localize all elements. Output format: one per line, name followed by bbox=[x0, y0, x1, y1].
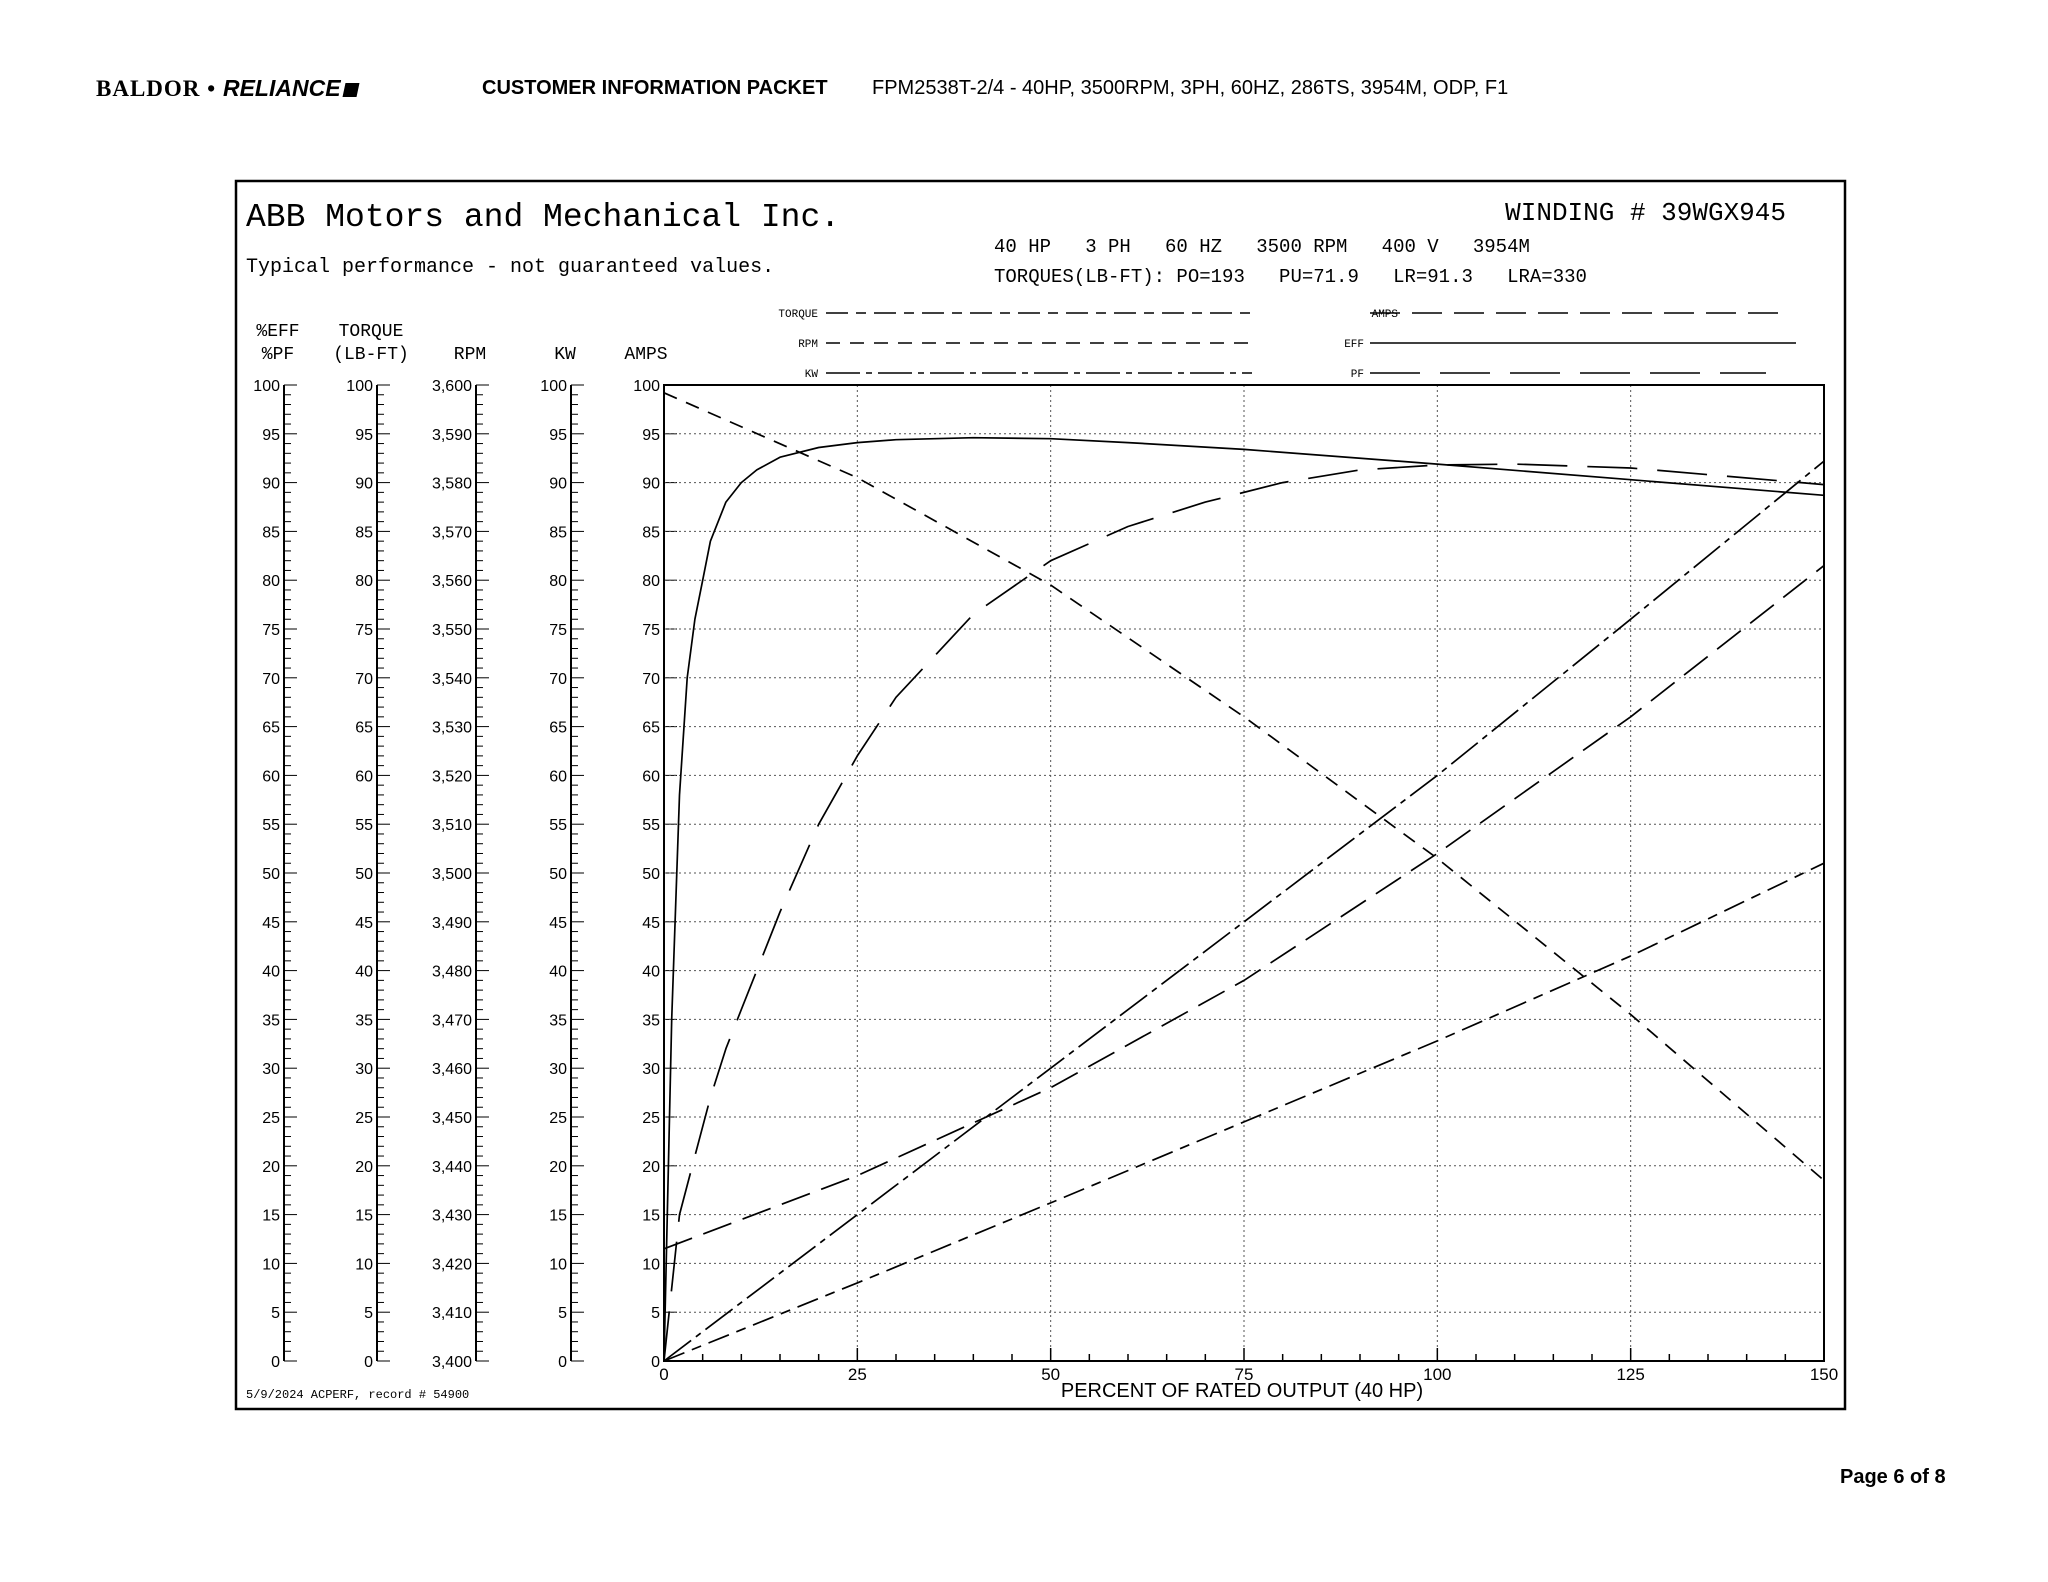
axis-tick-label: 20 bbox=[642, 1158, 660, 1176]
axis-tick-label: 90 bbox=[355, 475, 373, 493]
axis-tick-label: 0 bbox=[651, 1354, 660, 1371]
axis-tick-label: 10 bbox=[642, 1256, 660, 1274]
axis-tick-label: 55 bbox=[355, 817, 373, 835]
axis-header: TORQUE bbox=[338, 322, 404, 342]
axis-tick-label: 25 bbox=[355, 1110, 373, 1127]
axis-tick-label: 15 bbox=[642, 1207, 660, 1225]
axis-tick-label: 20 bbox=[262, 1158, 280, 1176]
x-tick-label: 125 bbox=[1616, 1365, 1645, 1384]
document-title: CUSTOMER INFORMATION PACKET bbox=[482, 77, 828, 99]
axis-tick-label: 3,540 bbox=[431, 670, 472, 688]
axis-tick-label: 15 bbox=[549, 1207, 567, 1225]
axis-tick-label: 3,440 bbox=[431, 1158, 472, 1176]
axis-tick-label: 3,550 bbox=[431, 622, 472, 639]
x-tick-label: 150 bbox=[1809, 1365, 1839, 1384]
legend-label: KW bbox=[804, 369, 818, 381]
axis-tick-label: 3,580 bbox=[431, 475, 472, 493]
axis-tick-label: 85 bbox=[355, 524, 373, 542]
axis-tick-label: 3,420 bbox=[431, 1256, 472, 1274]
axis-tick-label: 55 bbox=[642, 817, 660, 835]
axis-tick-label: 45 bbox=[642, 914, 660, 932]
axis-tick-label: 35 bbox=[549, 1012, 567, 1030]
grid bbox=[664, 385, 1824, 1361]
axis-tick-label: 65 bbox=[262, 719, 280, 737]
axis-tick-label: 40 bbox=[549, 963, 567, 981]
axis-tick-label: 95 bbox=[642, 426, 660, 444]
page-number: Page 6 of 8 bbox=[1840, 1466, 1946, 1488]
axis-tick-label: 30 bbox=[642, 1061, 660, 1079]
axis-tick-label: 30 bbox=[262, 1061, 280, 1079]
axis-tick-label: 85 bbox=[642, 524, 660, 542]
axis-tick-label: 20 bbox=[355, 1158, 373, 1176]
axis-tick-label: 45 bbox=[262, 914, 280, 932]
axis-tick-label: 95 bbox=[355, 426, 373, 444]
logo-dot: • bbox=[207, 75, 217, 101]
motor-specs: 40 HP 3 PH 60 HZ 3500 RPM 400 V 3954M bbox=[994, 236, 1530, 258]
axis-header: RPM bbox=[453, 345, 487, 365]
axis-tick-label: 3,520 bbox=[431, 768, 472, 786]
axis-tick-label: 60 bbox=[355, 768, 373, 786]
axis-tick-label: 65 bbox=[355, 719, 373, 737]
axis-tick-label: 50 bbox=[642, 866, 660, 883]
x-tick-label: 25 bbox=[847, 1365, 867, 1384]
winding-number: WINDING # 39WGX945 bbox=[1505, 198, 1786, 228]
axis-header: AMPS bbox=[624, 345, 668, 365]
axis-tick-label: 55 bbox=[549, 817, 567, 835]
axis-tick-label: 3,460 bbox=[431, 1061, 472, 1079]
legend-label: EFF bbox=[1344, 339, 1364, 351]
axis-tick-label: 70 bbox=[262, 670, 280, 688]
axis-tick-label: 50 bbox=[549, 866, 567, 883]
axis-tick-label: 45 bbox=[549, 914, 567, 932]
axis-tick-label: 50 bbox=[355, 866, 373, 883]
axis-tick-label: 5 bbox=[364, 1305, 373, 1323]
axis-tick-label: 25 bbox=[642, 1110, 660, 1127]
axis-tick-label: 3,400 bbox=[431, 1354, 472, 1371]
axis-tick-label: 15 bbox=[262, 1207, 280, 1225]
axis-tick-label: 0 bbox=[271, 1354, 280, 1371]
legend-label: PF bbox=[1350, 369, 1364, 381]
axis-tick-label: 30 bbox=[355, 1061, 373, 1079]
axis-tick-label: 90 bbox=[262, 475, 280, 493]
axis-tick-label: 80 bbox=[262, 573, 280, 591]
x-tick-label: 50 bbox=[1041, 1365, 1061, 1384]
axis-tick-label: 95 bbox=[262, 426, 280, 444]
legend-label: RPM bbox=[798, 339, 818, 351]
chart-legend bbox=[778, 309, 1796, 381]
x-axis bbox=[659, 1348, 1838, 1384]
logo-reliance: RELIANCE bbox=[222, 74, 341, 101]
axis-tick-label: 80 bbox=[549, 573, 567, 591]
axis-tick-label: 3,600 bbox=[431, 378, 472, 395]
axis-tick-label: 3,530 bbox=[431, 719, 472, 737]
axis-tick-label: 100 bbox=[253, 378, 280, 395]
axis-tick-label: 30 bbox=[549, 1061, 567, 1079]
chart-subtitle: Typical performance - not guaranteed values. bbox=[246, 256, 775, 279]
axis-tick-label: 20 bbox=[549, 1158, 567, 1176]
axis-header: %EFF bbox=[256, 322, 300, 342]
axis-tick-label: 100 bbox=[346, 378, 373, 395]
axis-tick-label: 100 bbox=[540, 378, 567, 395]
axis-tick-label: 3,430 bbox=[431, 1207, 472, 1225]
axis-tick-label: 10 bbox=[262, 1256, 280, 1274]
axis-tick-label: 70 bbox=[355, 670, 373, 688]
y-scales bbox=[253, 322, 677, 1371]
axis-tick-label: 0 bbox=[364, 1354, 373, 1371]
axis-tick-label: 90 bbox=[642, 475, 660, 493]
axis-tick-label: 40 bbox=[355, 963, 373, 981]
axis-tick-label: 25 bbox=[549, 1110, 567, 1127]
axis-header: KW bbox=[554, 345, 576, 365]
axis-tick-label: 95 bbox=[549, 426, 567, 444]
axis-tick-label: 3,510 bbox=[431, 817, 472, 835]
axis-tick-label: 60 bbox=[549, 768, 567, 786]
axis-tick-label: 40 bbox=[642, 963, 660, 981]
x-axis-label: PERCENT OF RATED OUTPUT (40 HP) bbox=[1060, 1380, 1424, 1402]
axis-tick-label: 65 bbox=[549, 719, 567, 737]
axis-header: (LB-FT) bbox=[333, 345, 409, 365]
x-tick-label: 0 bbox=[659, 1365, 669, 1384]
axis-tick-label: 60 bbox=[262, 768, 280, 786]
axis-tick-label: 80 bbox=[355, 573, 373, 591]
logo-baldor: BALDOR bbox=[96, 75, 201, 101]
axis-tick-label: 10 bbox=[355, 1256, 373, 1274]
legend-label: TORQUE bbox=[778, 309, 818, 321]
footnote: 5/9/2024 ACPERF, record # 54900 bbox=[246, 1388, 470, 1402]
axis-tick-label: 60 bbox=[642, 768, 660, 786]
axis-tick-label: 85 bbox=[549, 524, 567, 542]
axis-tick-label: 3,480 bbox=[431, 963, 472, 981]
x-tick-label: 100 bbox=[1423, 1365, 1452, 1384]
axis-tick-label: 80 bbox=[642, 573, 660, 591]
axis-tick-label: 85 bbox=[262, 524, 280, 542]
axis-tick-label: 5 bbox=[271, 1305, 280, 1323]
axis-tick-label: 75 bbox=[262, 622, 280, 639]
axis-tick-label: 3,570 bbox=[431, 524, 472, 542]
axis-tick-label: 35 bbox=[262, 1012, 280, 1030]
axis-tick-label: 3,450 bbox=[431, 1110, 472, 1127]
axis-tick-label: 45 bbox=[355, 914, 373, 932]
axis-tick-label: 75 bbox=[549, 622, 567, 639]
axis-tick-label: 55 bbox=[262, 817, 280, 835]
axis-tick-label: 65 bbox=[642, 719, 660, 737]
axis-header: %PF bbox=[261, 345, 295, 365]
axis-tick-label: 75 bbox=[642, 622, 660, 639]
axis-tick-label: 35 bbox=[355, 1012, 373, 1030]
axis-tick-label: 40 bbox=[262, 963, 280, 981]
axis-tick-label: 5 bbox=[651, 1305, 660, 1323]
axis-tick-label: 0 bbox=[558, 1354, 567, 1371]
axis-tick-label: 100 bbox=[633, 378, 660, 395]
axis-tick-label: 90 bbox=[549, 475, 567, 493]
axis-tick-label: 35 bbox=[642, 1012, 660, 1030]
axis-tick-label: 15 bbox=[355, 1207, 373, 1225]
axis-tick-label: 3,490 bbox=[431, 914, 472, 932]
axis-tick-label: 3,410 bbox=[431, 1305, 472, 1323]
axis-tick-label: 3,470 bbox=[431, 1012, 472, 1030]
axis-tick-label: 5 bbox=[558, 1305, 567, 1323]
axis-tick-label: 70 bbox=[642, 670, 660, 688]
axis-tick-label: 3,500 bbox=[431, 866, 472, 883]
axis-tick-label: 3,590 bbox=[431, 426, 472, 444]
company-name: ABB Motors and Mechanical Inc. bbox=[246, 199, 841, 236]
axis-tick-label: 70 bbox=[549, 670, 567, 688]
axis-tick-label: 50 bbox=[262, 866, 280, 883]
legend-label: AMPS bbox=[1371, 309, 1398, 321]
axis-tick-label: 75 bbox=[355, 622, 373, 639]
axis-tick-label: 3,560 bbox=[431, 573, 472, 591]
model-line: FPM2538T-2/4 - 40HP, 3500RPM, 3PH, 60HZ, 286TS, 3954M, ODP, F1 bbox=[872, 77, 1509, 99]
axis-tick-label: 10 bbox=[549, 1256, 567, 1274]
torques-line: TORQUES(LB-FT): PO=193 PU=71.9 LR=91.3 LRA=330 bbox=[994, 266, 1587, 288]
x-tick-label: 75 bbox=[1234, 1365, 1254, 1384]
axis-tick-label: 25 bbox=[262, 1110, 280, 1127]
